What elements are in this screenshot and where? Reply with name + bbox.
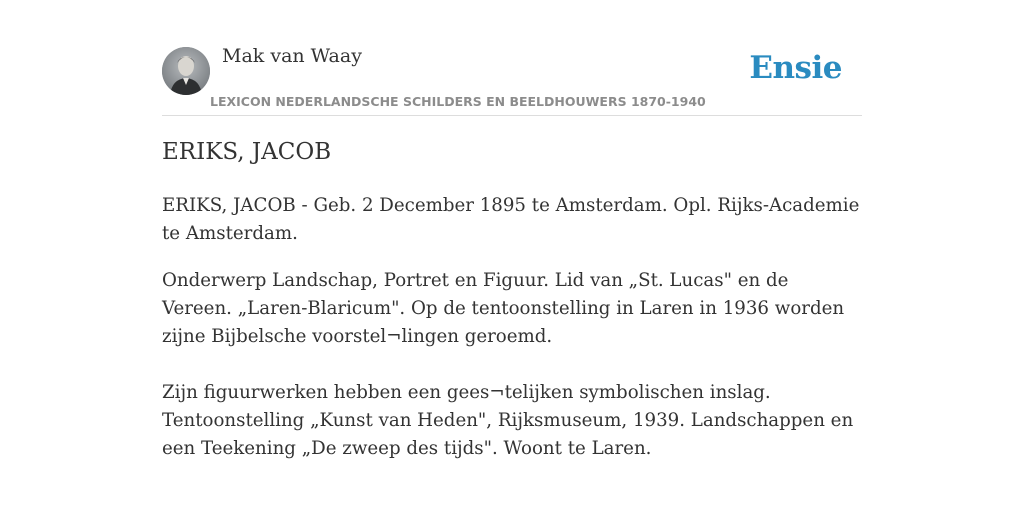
article-title: ERIKS, JACOB <box>162 139 332 165</box>
article-paragraph: Onderwerp Landschap, Portret en Figuur. Lid van „St. Lucas" en de Vereen. „Laren-Blaricum". Op de tentoonstelling in Laren in 1936 worden zijne Bijbelsche voorstel¬lingen geroemd. <box>162 270 845 347</box>
ensie-logo[interactable]: Ensie <box>749 50 842 86</box>
author-name[interactable]: Mak van Waay <box>222 45 362 67</box>
article-body <box>162 192 862 482</box>
header-divider <box>162 115 862 116</box>
portrait-icon <box>162 47 210 95</box>
article-paragraph: Zijn figuurwerken hebben een gees¬telijken symbolischen inslag. Tentoonstelling „Kunst van Heden", Rijksmuseum, 1939. Landschappen en een Teekening „De zweep des tijds". Woont te Laren. <box>162 382 854 459</box>
author-avatar[interactable] <box>162 47 210 95</box>
source-title[interactable]: LEXICON NEDERLANDSCHE SCHILDERS EN BEELDHOUWERS 1870-1940 <box>210 94 706 109</box>
article-paragraph: ERIKS, JACOB - Geb. 2 December 1895 te Amsterdam. Opl. Rijks-Academie te Amsterdam. <box>162 195 860 244</box>
